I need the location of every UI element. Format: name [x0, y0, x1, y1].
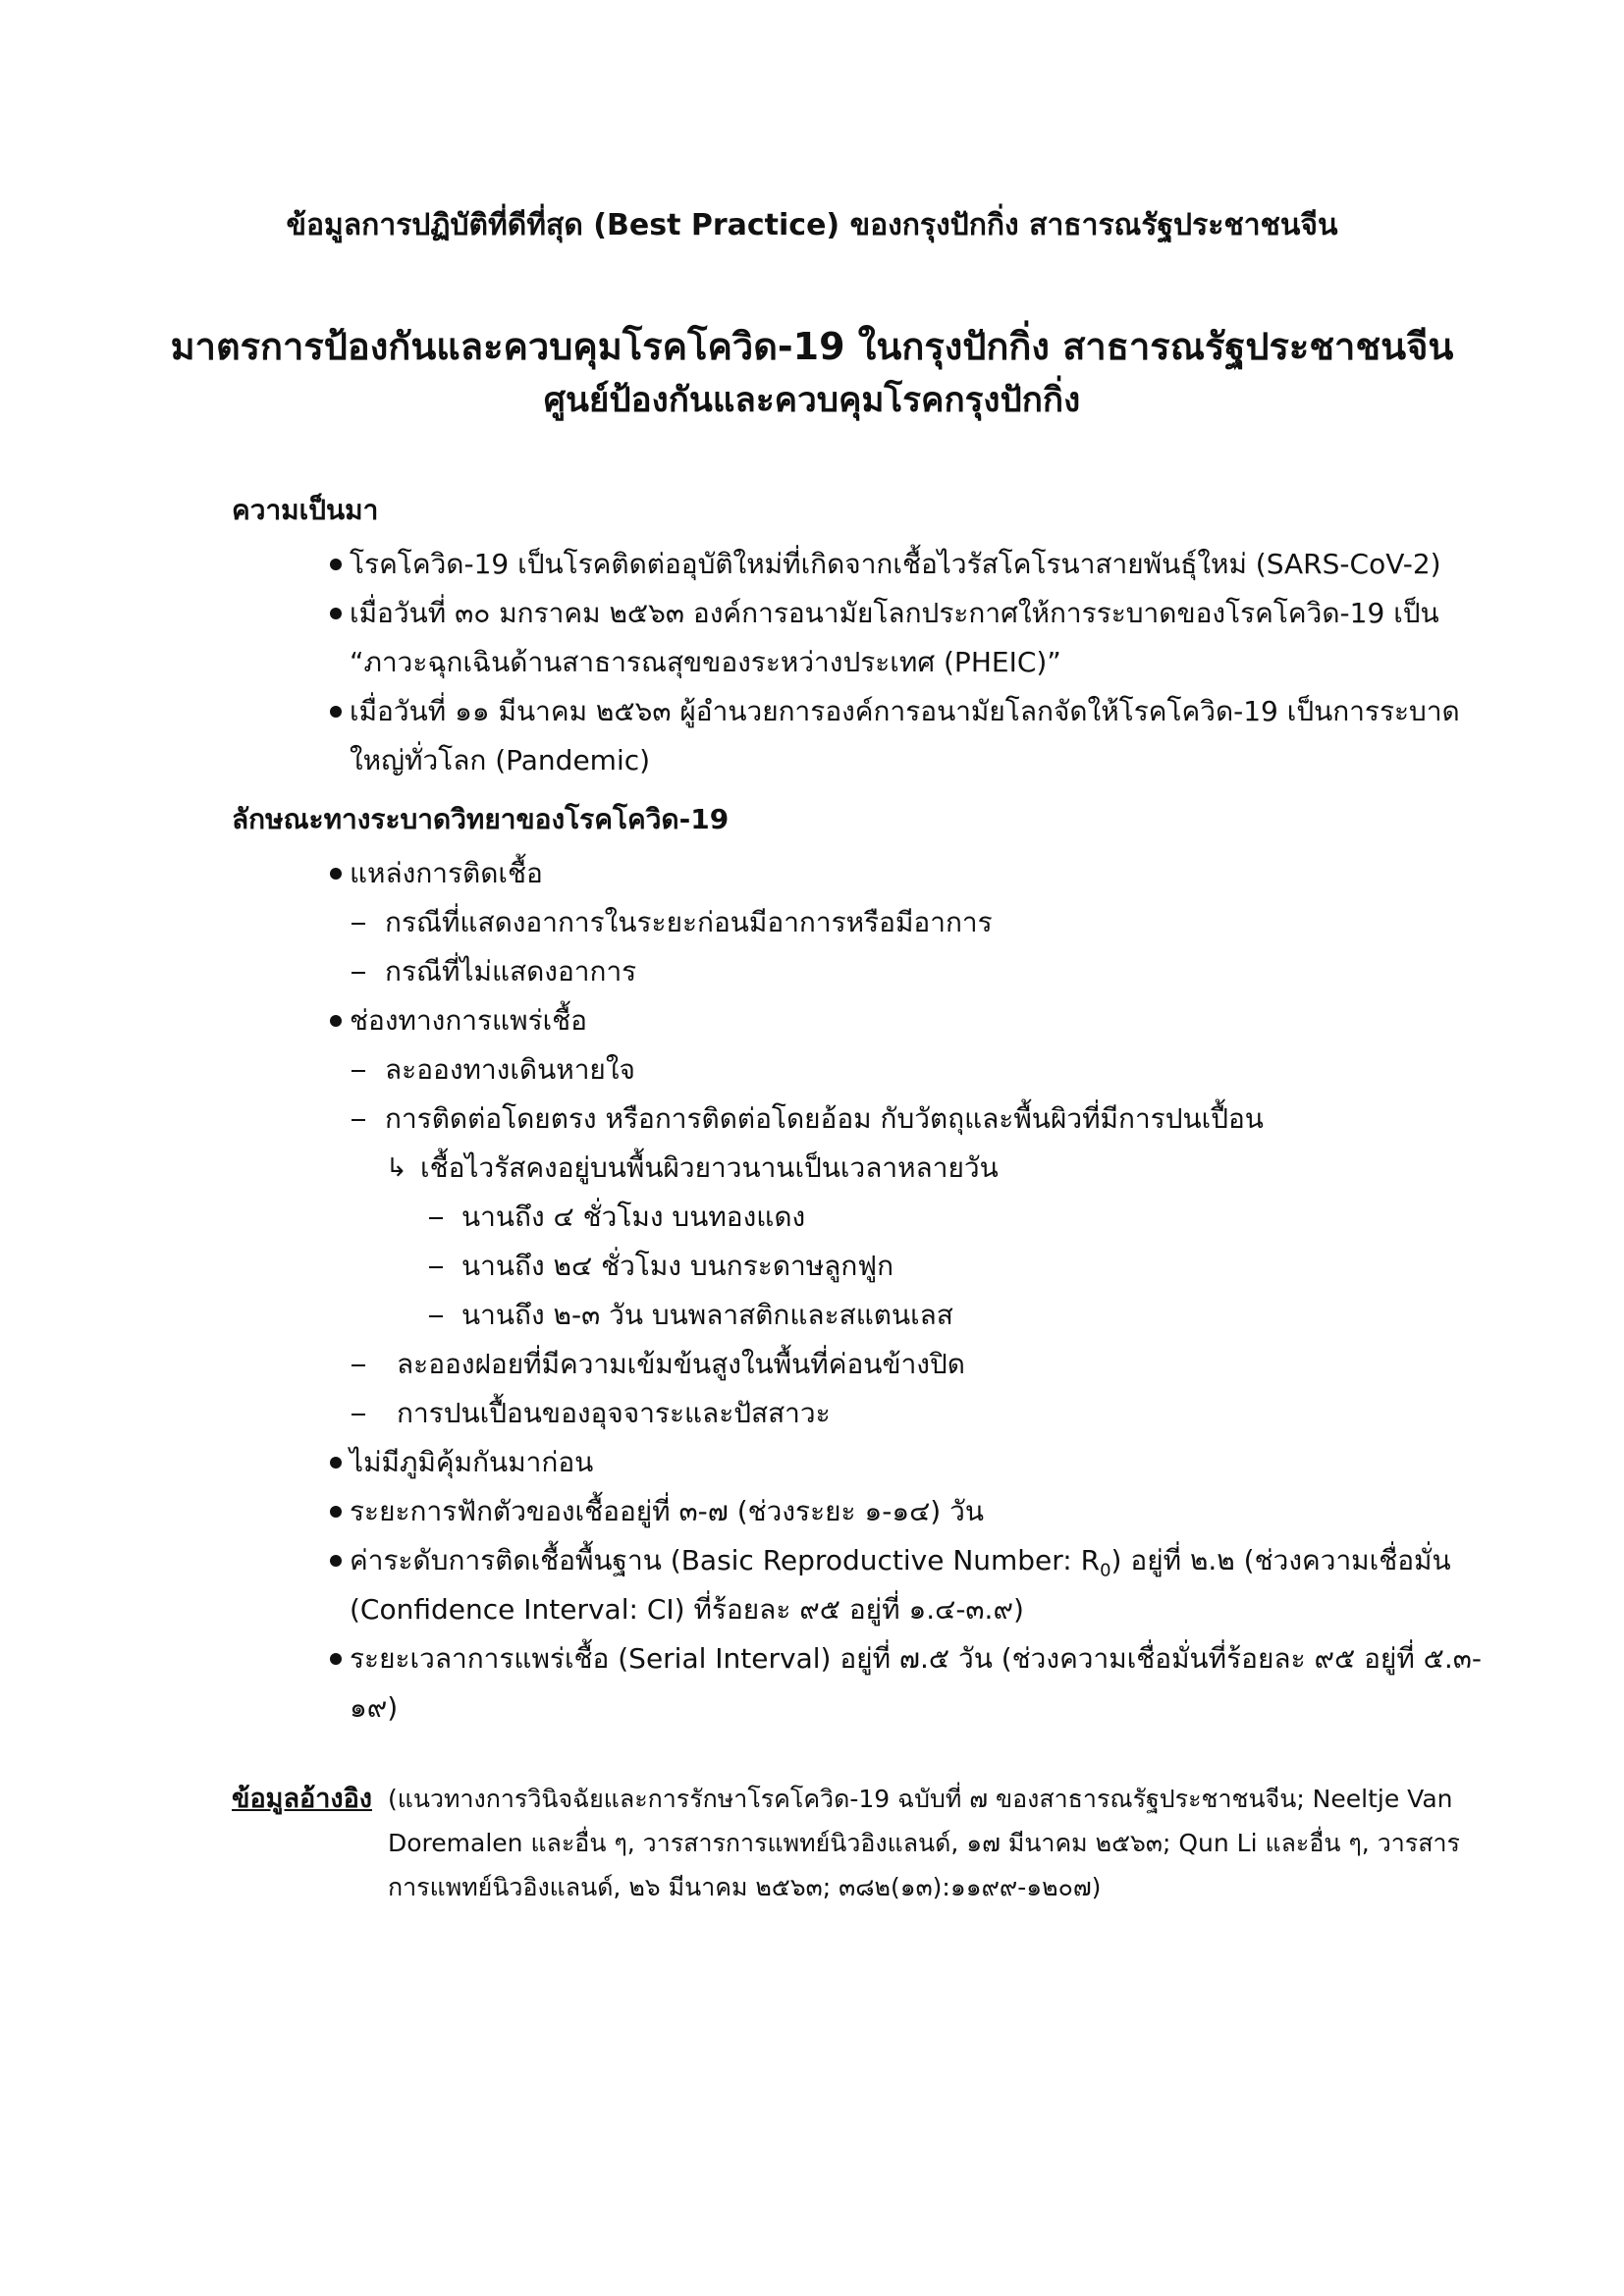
- dash-marker: [429, 1266, 443, 1268]
- transmission-subitem-1: ละอองทางเดินหายใจ: [385, 1053, 635, 1086]
- dash-marker: [429, 1217, 443, 1219]
- epi-r0-line-2: (Confidence Interval: CI) ที่ร้อยละ ๙๕ อยู่ที่ ๑.๔-๓.๙): [350, 1593, 1024, 1626]
- dash-marker: [352, 1414, 365, 1415]
- dash-marker: [352, 1119, 365, 1121]
- bullet-icon: [330, 1555, 342, 1567]
- dash-marker: [429, 1315, 443, 1317]
- background-item-3-line-1: เมื่อวันที่ ๑๑ มีนาคม ๒๕๖๓ ผู้อำนวยการองค์การอนามัยโลกจัดให้โรคโควิด-19 เป็นการระบาด: [350, 695, 1460, 727]
- background-item-2-line-2: “ภาวะฉุกเฉินด้านสาธารณสุขของระหว่างประเทศ (PHEIC)”: [350, 646, 1061, 678]
- surface-item-plastic-steel: นานถึง ๒-๓ วัน บนพลาสติกและสแตนเลส: [461, 1299, 953, 1331]
- background-item-2-line-1: เมื่อวันที่ ๓๐ มกราคม ๒๕๖๓ องค์การอนามัยโลกประกาศให้การระบาดของโรคโควิด-19 เป็น: [350, 597, 1439, 629]
- dash-marker: [352, 1070, 365, 1072]
- document-title: ข้อมูลการปฏิบัติที่ดีที่สุด (Best Practice) ของกรุงปักกิ่ง สาธารณรัฐประชาชนจีน: [286, 208, 1338, 242]
- bullet-icon: [330, 1015, 342, 1027]
- bullet-icon: [330, 1457, 342, 1468]
- reference-line-2: Doremalen และอื่น ๆ, วารสารการแพทย์นิวอิงแลนด์, ๑๗ มีนาคม ๒๕๖๓; Qun Li และอื่น ๆ, วารสาร: [388, 1829, 1460, 1857]
- epi-transmission-routes: ช่องทางการแพร่เชื้อ: [350, 1004, 587, 1037]
- dash-marker: [352, 923, 365, 925]
- background-item-3-line-2: ใหญ่ทั่วโลก (Pandemic): [350, 744, 651, 776]
- section-heading-epidemiology: ลักษณะทางระบาดวิทยาของโรคโควิด-19: [232, 803, 730, 835]
- main-heading: มาตรการป้องกันและควบคุมโรคโควิด-19 ในกรุงปักกิ่ง สาธารณรัฐประชาชนจีน: [170, 325, 1454, 368]
- r0-text-pre: ค่าระดับการติดเชื้อพื้นฐาน (Basic Reproductive Number: R: [350, 1544, 1101, 1576]
- r0-text-post: ) อยู่ที่ ๒.๒ (ช่วงความเชื่อมั่น: [1110, 1544, 1451, 1576]
- bullet-icon: [330, 559, 342, 570]
- surface-item-cardboard: นานถึง ๒๔ ชั่วโมง บนกระดาษลูกฟูก: [461, 1250, 894, 1282]
- section-heading-background: ความเป็นมา: [232, 494, 379, 526]
- reference-line-3: การแพทย์นิวอิงแลนด์, ๒๖ มีนาคม ๒๕๖๓; ๓๘๒(๑๓):๑๑๙๙-๑๒๐๗): [388, 1873, 1102, 1901]
- epi-serial-interval-line-2: ๑๙): [350, 1691, 399, 1724]
- arrow-icon: ↳: [386, 1153, 407, 1183]
- sub-heading-organization: ศูนย์ป้องกันและควบคุมโรคกรุงปักกิ่ง: [543, 381, 1081, 420]
- reference-label: ข้อมูลอ้างอิง: [232, 1784, 372, 1814]
- bullet-icon: [330, 608, 342, 619]
- dash-marker: [352, 972, 365, 974]
- surface-persistence-note: เชื้อไวรัสคงอยู่บนพื้นผิวยาวนานเป็นเวลาหลายวัน: [420, 1151, 999, 1184]
- epi-source-of-infection: แหล่งการติดเชื้อ: [350, 857, 543, 889]
- epi-incubation-period: ระยะการฟักตัวของเชื้ออยู่ที่ ๓-๗ (ช่วงระยะ ๑-๑๔) วัน: [350, 1495, 984, 1527]
- bullet-icon: [330, 1653, 342, 1665]
- transmission-subitem-2: การติดต่อโดยตรง หรือการติดต่อโดยอ้อม กับวัตถุและพื้นผิวที่มีการปนเปื้อน: [385, 1102, 1264, 1135]
- epi-serial-interval-line-1: ระยะเวลาการแพร่เชื้อ (Serial Interval) อยู่ที่ ๗.๕ วัน (ช่วงความเชื่อมั่นที่ร้อยละ ๙๕ อยู่ที่ ๕.๓-: [350, 1642, 1483, 1675]
- source-subitem-2: กรณีที่ไม่แสดงอาการ: [385, 955, 637, 988]
- transmission-subitem-3: ละอองฝอยที่มีความเข้มข้นสูงในพื้นที่ค่อนข้างปิด: [397, 1348, 965, 1380]
- dash-marker: [352, 1364, 365, 1366]
- bullet-icon: [330, 706, 342, 718]
- reference-line-1: (แนวทางการวินิจฉัยและการรักษาโรคโควิด-19 ฉบับที่ ๗ ของสาธารณรัฐประชาชนจีน; Neeltje Van: [388, 1785, 1453, 1813]
- epi-r0-line-1: [350, 1541, 1451, 1591]
- epi-no-immunity: ไม่มีภูมิคุ้มกันมาก่อน: [350, 1446, 594, 1478]
- background-item-1: โรคโควิด-19 เป็นโรคติดต่ออุบัติใหม่ที่เกิดจากเชื้อไวรัสโคโรนาสายพันธุ์ใหม่ (SARS-CoV-2): [350, 548, 1441, 580]
- bullet-icon: [330, 1506, 342, 1518]
- bullet-icon: [330, 868, 342, 880]
- surface-item-copper: นานถึง ๔ ชั่วโมง บนทองแดง: [461, 1201, 806, 1233]
- transmission-subitem-4: การปนเปื้อนของอุจจาระและปัสสาวะ: [397, 1397, 831, 1429]
- source-subitem-1: กรณีที่แสดงอาการในระยะก่อนมีอาการหรือมีอาการ: [385, 906, 993, 938]
- r0-subscript: 0: [1100, 1560, 1111, 1581]
